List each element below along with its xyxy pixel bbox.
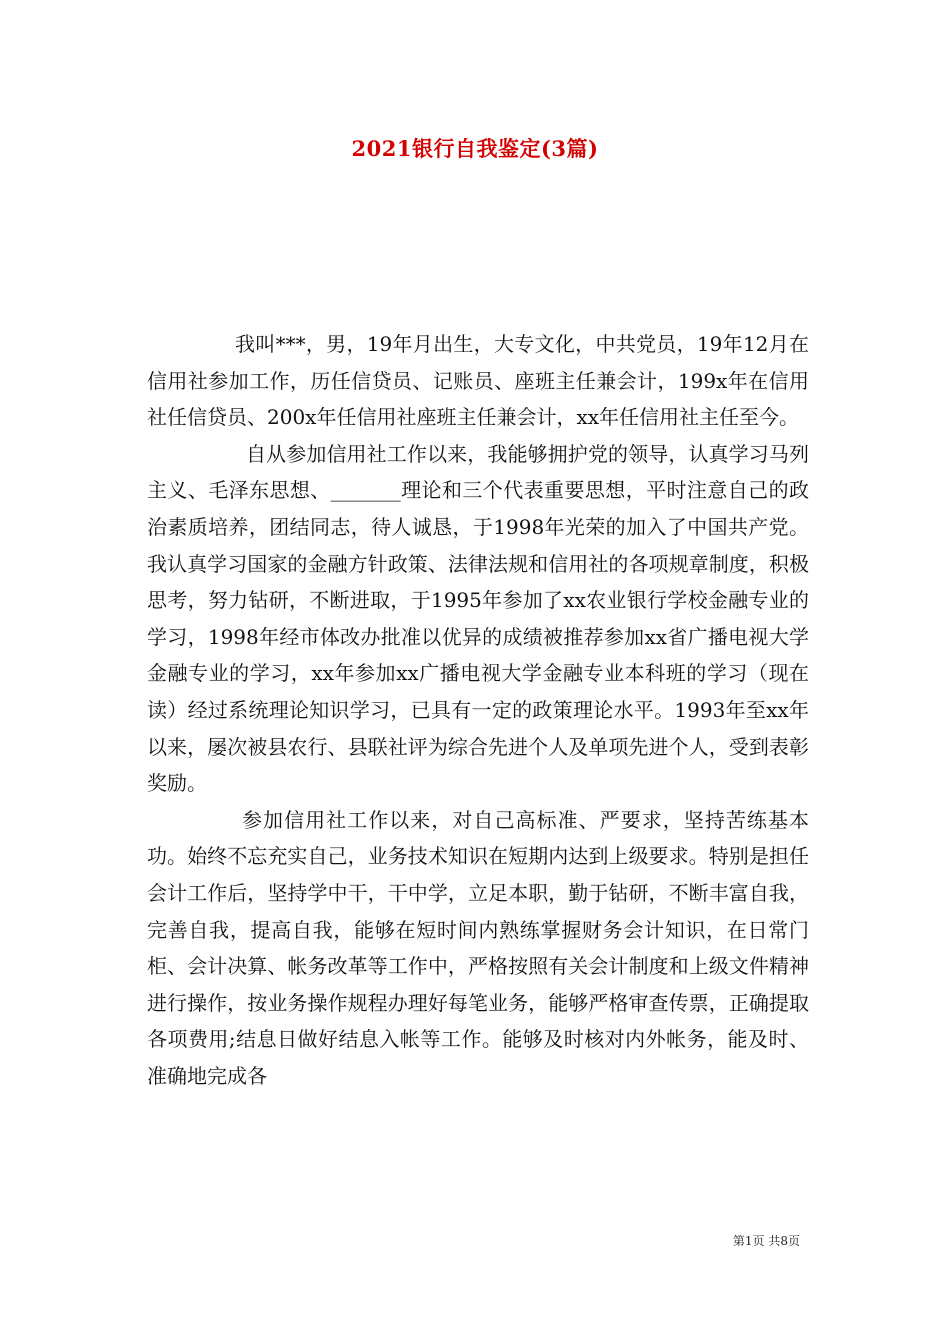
document-title: 2021银行自我鉴定(3篇) (351, 136, 599, 161)
paragraph-political-study: 自从参加信用社工作以来，我能够拥护党的领导，认真学习马列主义、毛泽东思想、_______理论和三个代表重要思想，平时注意自己的政治素质培养，团结同志，待人诚恳，于1998年光荣的加入了中国共产党。我认真学习国家的金融方针政策、法律法规和信用社的各项规章制度，积极思考，努力钻研，不断进取，于1995年参加了xx农业银行学校金融专业的学习，1998年经市体改办批准以优异的成绩被推荐参加xx省广播电视大学金融专业的学习，xx年参加xx广播电视大学金融专业本科班的学习（现在读）经过系统理论知识学习，已具有一定的政策理论水平。1993年至xx年以来，屡次被县农行、县联社评为综合先进个人及单项先进个人，受到表彰奖励。 (147, 441, 809, 796)
paragraph-work-performance: 参加信用社工作以来，对自己高标准、严要求，坚持苦练基本功。始终不忘充实自己，业务技术知识在短期内达到上级要求。特别是担任会计工作后，坚持学中干，干中学，立足本职，勤于钻研，不断丰富自我，完善自我，提高自我，能够在短时间内熟练掌握财务会计知识，在日常门柜、会计决算、帐务改革等工作中，严格按照有关会计制度和上级文件精神进行操作，按业务操作规程办理好每笔业务，能够严格审查传票，正确提取各项费用;结息日做好结息入帐等工作。能够及时核对内外帐务，能及时、准确地完成各 (147, 807, 809, 1088)
paragraph-personal-info: 我叫***，男，19年月出生，大专文化，中共党员，19年12月在信用社参加工作，历任信贷员、记账员、座班主任兼会计，199x年在信用社任信贷员、200x年任信用社座班主任兼会计，xx年任信用社主任至今。 (147, 332, 809, 430)
page-number-footer: 第1页 共8页 (732, 1234, 800, 1248)
document-body (147, 326, 809, 1094)
